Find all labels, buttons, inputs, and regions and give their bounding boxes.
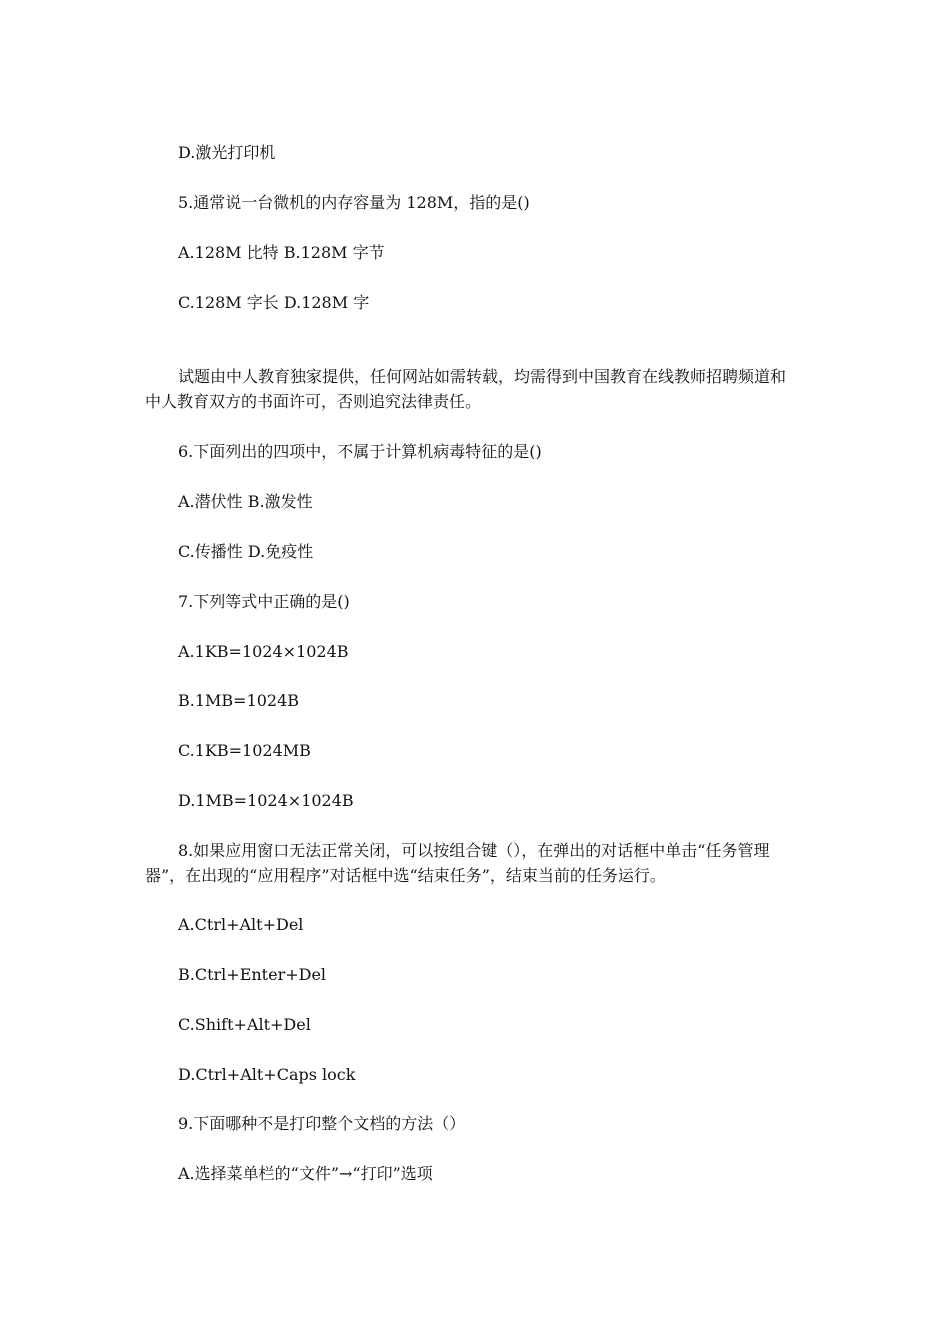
question-7: 7.下列等式中正确的是() [178, 592, 350, 611]
copyright-notice-line-2: 中人教育双方的书面许可，否则追究法律责任。 [145, 392, 482, 411]
option-b-q8: B.Ctrl+Enter+Del [178, 965, 327, 984]
question-8-line-2: 器”，在出现的“应用程序”对话框中选“结束任务”，结束当前的任务运行。 [145, 866, 666, 885]
options-ab-q5: A.128M 比特 B.128M 字节 [178, 243, 385, 262]
options-ab-q6: A.潜伏性 B.激发性 [178, 492, 313, 511]
option-c-q7: C.1KB=1024MB [178, 741, 311, 760]
question-5: 5.通常说一台微机的内存容量为 128M，指的是() [178, 193, 530, 212]
option-a-q7: A.1KB=1024×1024B [178, 642, 349, 661]
question-6: 6.下面列出的四项中，不属于计算机病毒特征的是() [178, 442, 542, 461]
option-d-q8: D.Ctrl+Alt+Caps lock [178, 1065, 356, 1084]
option-b-q7: B.1MB=1024B [178, 691, 300, 710]
question-8-line-1: 8.如果应用窗口无法正常关闭，可以按组合键（），在弹出的对话框中单击“任务管理 [178, 841, 770, 860]
option-d-q7: D.1MB=1024×1024B [178, 791, 354, 810]
options-cd-q6: C.传播性 D.免疫性 [178, 542, 314, 561]
options-cd-q5: C.128M 字长 D.128M 字 [178, 293, 370, 312]
option-a-q9: A.选择菜单栏的“文件”→“打印”选项 [178, 1164, 433, 1183]
option-d-q4: D.激光打印机 [178, 143, 276, 162]
option-c-q8: C.Shift+Alt+Del [178, 1015, 311, 1034]
option-a-q8: A.Ctrl+Alt+Del [178, 915, 304, 934]
copyright-notice-line-1: 试题由中人教育独家提供，任何网站如需转载，均需得到中国教育在线教师招聘频道和 [178, 367, 787, 386]
question-9: 9.下面哪种不是打印整个文档的方法（） [178, 1114, 466, 1133]
